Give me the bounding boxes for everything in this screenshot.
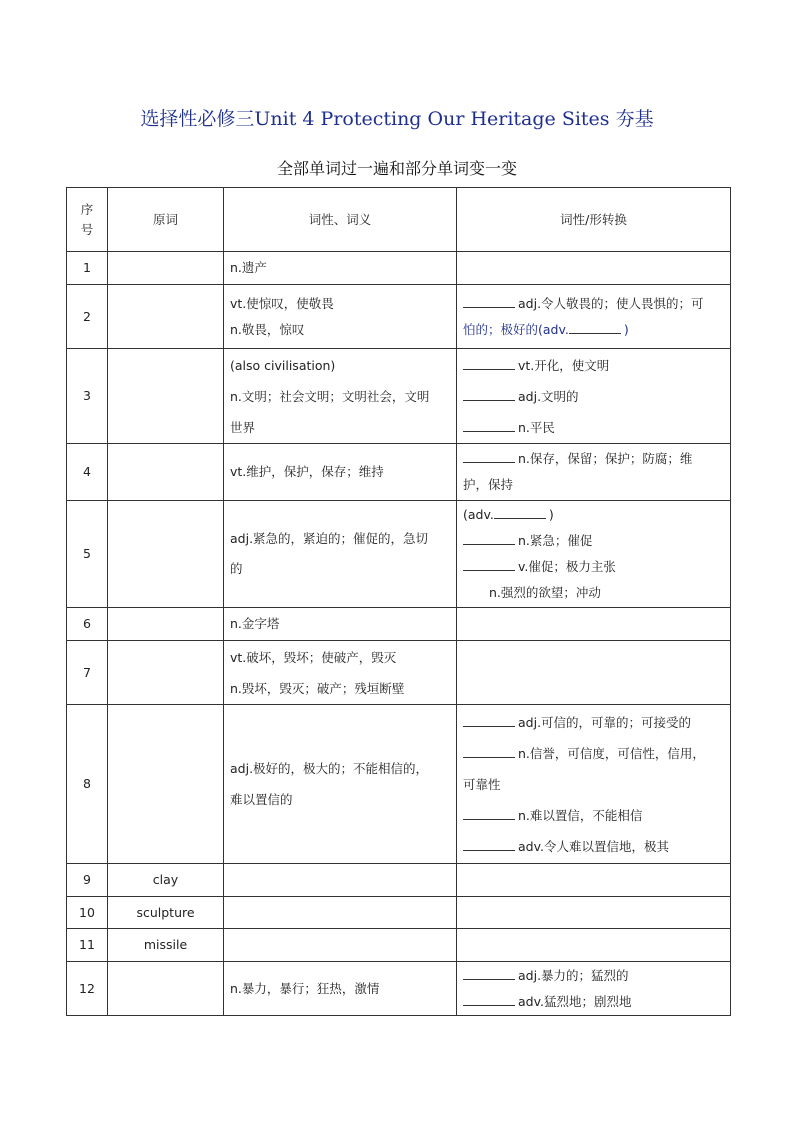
- table-row: [67, 929, 731, 962]
- table-row: [67, 349, 731, 444]
- row-forms: adj.可信的，可靠的；可接受的 n.信誉，可信度，可信性，信用， 可靠性 n.难以置信，不能相信 adv.令人难以置信地，极其: [457, 705, 731, 864]
- row-meaning: vt.维护，保护，保存；维持: [224, 444, 457, 501]
- answer-blank[interactable]: [463, 745, 515, 758]
- row-forms: [457, 897, 731, 929]
- row-word: [108, 444, 224, 501]
- answer-blank[interactable]: [463, 993, 515, 1006]
- row-forms: adj.令人敬畏的；使人畏惧的；可 怕的；极好的(adv. ): [457, 285, 731, 349]
- row-meaning: vt.使惊叹，使敬畏 n.敬畏，惊叹: [224, 285, 457, 349]
- answer-blank[interactable]: [463, 838, 515, 851]
- page-title: 选择性必修三Unit 4 Protecting Our Heritage Sites 夯基: [140, 108, 654, 130]
- row-forms: [457, 864, 731, 897]
- row-word: [108, 252, 224, 285]
- row-forms: (adv. ) n.紧急；催促 v.催促；极力主张 n.强烈的欲望；冲动: [457, 501, 731, 608]
- row-meaning: n.暴力，暴行；狂热，激情: [224, 962, 457, 1016]
- row-forms: vt.开化，使文明 adj.文明的 n.平民: [457, 349, 731, 444]
- row-word: [108, 705, 224, 864]
- header-row: [67, 188, 731, 252]
- answer-blank[interactable]: [463, 388, 515, 401]
- row-word: missile: [108, 929, 224, 962]
- table-row: [67, 285, 731, 349]
- row-forms: n.保存，保留；保护；防腐；维 护，保持: [457, 444, 731, 501]
- table-row: [67, 252, 731, 285]
- table-row: [67, 641, 731, 705]
- answer-blank[interactable]: [463, 450, 515, 463]
- row-meaning: [224, 929, 457, 962]
- table-row: [67, 864, 731, 897]
- row-num: 1: [67, 252, 108, 285]
- row-meaning: (also civilisation) n.文明；社会文明；文明社会，文明 世界: [224, 349, 457, 444]
- table-row: [67, 501, 731, 608]
- row-num: 7: [67, 641, 108, 705]
- page-subtitle: 全部单词过一遍和部分单词变一变: [276, 159, 517, 178]
- table-row: [67, 608, 731, 641]
- row-num: 3: [67, 349, 108, 444]
- row-forms: [457, 929, 731, 962]
- row-num: 4: [67, 444, 108, 501]
- table-row: [67, 444, 731, 501]
- table-row: [67, 962, 731, 1016]
- answer-blank[interactable]: [494, 506, 546, 519]
- row-num: 10: [67, 897, 108, 929]
- row-word: [108, 285, 224, 349]
- row-forms: adj.暴力的；猛烈的 adv.猛烈地；剧烈地: [457, 962, 731, 1016]
- row-meaning: [224, 864, 457, 897]
- answer-blank[interactable]: [463, 532, 515, 545]
- row-word: [108, 962, 224, 1016]
- header-forms: 词性/形转换: [457, 188, 731, 252]
- header-word: 原词: [108, 188, 224, 252]
- row-num: 6: [67, 608, 108, 641]
- row-meaning: [224, 897, 457, 929]
- answer-blank[interactable]: [463, 295, 515, 308]
- header-meaning: 词性、词义: [224, 188, 457, 252]
- row-forms: [457, 641, 731, 705]
- row-word: [108, 641, 224, 705]
- row-num: 5: [67, 501, 108, 608]
- table-row: [67, 897, 731, 929]
- vocab-table: [66, 187, 731, 1016]
- table-row: [67, 705, 731, 864]
- answer-blank[interactable]: [569, 321, 621, 334]
- row-forms: [457, 252, 731, 285]
- row-num: 8: [67, 705, 108, 864]
- row-meaning: vt.破坏，毁坏；使破产，毁灭 n.毁坏，毁灭；破产；残垣断壁: [224, 641, 457, 705]
- answer-blank[interactable]: [463, 714, 515, 727]
- row-meaning: n.遗产: [224, 252, 457, 285]
- row-meaning: n.金字塔: [224, 608, 457, 641]
- row-word: [108, 501, 224, 608]
- answer-blank[interactable]: [463, 558, 515, 571]
- row-num: 12: [67, 962, 108, 1016]
- row-num: 11: [67, 929, 108, 962]
- answer-blank[interactable]: [463, 967, 515, 980]
- row-meaning: adj.极好的，极大的；不能相信的， 难以置信的: [224, 705, 457, 864]
- row-word: [108, 349, 224, 444]
- row-word: [108, 608, 224, 641]
- answer-blank[interactable]: [463, 357, 515, 370]
- row-forms: [457, 608, 731, 641]
- row-meaning: adj.紧急的，紧迫的；催促的，急切 的: [224, 501, 457, 608]
- header-num: 序号: [67, 188, 108, 252]
- row-word: sculpture: [108, 897, 224, 929]
- row-num: 9: [67, 864, 108, 897]
- answer-blank[interactable]: [463, 807, 515, 820]
- row-word: clay: [108, 864, 224, 897]
- answer-blank[interactable]: [463, 419, 515, 432]
- row-num: 2: [67, 285, 108, 349]
